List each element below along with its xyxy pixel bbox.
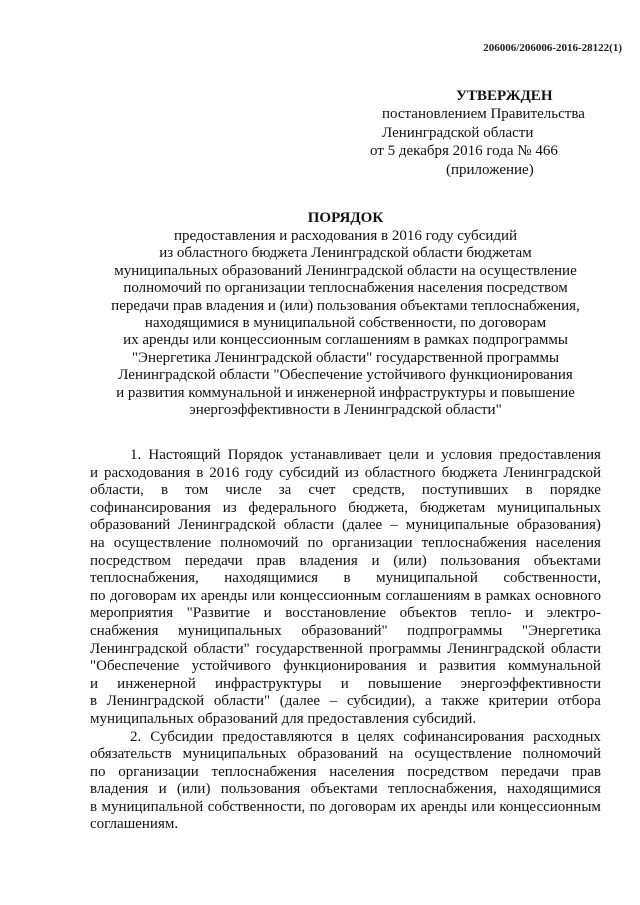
word: области" [213,693,271,710]
word: "Развитие [186,605,251,622]
word: Настоящий [148,447,221,463]
word: находящимися [224,570,319,587]
word: на [388,746,404,763]
word: (или) [176,781,211,798]
word: 1. [130,447,142,463]
word: в [160,482,169,499]
subtitle-line: "Энергетика Ленинградской области" государственной программы [131,349,560,366]
word: муниципальной [376,570,478,587]
subtitle-line: предоставления и расходования в 2016 году субсидий [173,228,518,244]
word: посредством [90,552,172,569]
word: находящимися [507,781,601,798]
word: и [90,675,99,692]
word: субсидии), [346,693,416,710]
word: и [371,552,380,569]
word: или [471,798,495,815]
word: теплоснабжения [421,534,527,551]
word: отбора [557,693,601,710]
word: подпрограммы [407,622,503,639]
word: и [158,781,167,798]
word: и [425,447,434,463]
paragraph-line [90,517,601,535]
word: устанавливает [290,447,382,463]
word: электро- [546,605,601,622]
word: функционирования [283,658,407,675]
word: в [474,587,482,604]
paragraph-line [90,605,601,623]
word: образований" [301,622,388,639]
word: из [344,464,359,481]
word: коммунальной [508,658,601,675]
word: прав [571,763,601,780]
word: предоставляются [222,728,333,745]
word: области, [90,482,144,499]
paragraph-line [90,482,601,500]
word: 2016 [209,464,240,481]
paragraph-line [90,553,601,571]
word: и [418,658,427,675]
document-title: ПОРЯДОК [307,210,384,226]
word: развития [439,658,496,675]
word: снабжения [90,622,159,639]
word: муниципальных [497,499,601,516]
paragraph-line [90,641,601,659]
word: критерии [488,693,549,710]
word: объектами [310,781,378,798]
paragraph-line [90,781,601,799]
word: муниципальных [182,746,287,763]
subtitle-line: находящимися в муниципальной собственности, по договорам [144,314,547,331]
word: владения [90,781,149,798]
paragraph-line [90,500,601,518]
paragraph-line [90,693,601,711]
word: организации [332,534,413,551]
word: условия [441,447,493,463]
word: средств, [352,482,405,499]
word: – [329,693,338,710]
word: бюджета, [348,499,408,516]
paragraph-line [90,535,601,553]
word: из [222,499,237,516]
subtitle-line: из областного бюджета Ленинградской области бюджетам [159,245,532,262]
word: их [180,587,197,604]
approval-line: (приложение) [446,162,534,178]
word: населения [329,763,395,780]
word: основного [535,587,601,604]
word: аренды [200,587,248,604]
word: (далее [341,517,383,534]
word: бюджетам [419,499,486,516]
word: по [90,763,106,780]
word: рамках [485,587,531,604]
word: инженерной [117,675,196,692]
paragraph-line [90,764,601,782]
approval-line: от 5 декабря 2016 года № 466 [370,143,558,159]
word: пользования [220,781,301,798]
word: областного [364,464,436,481]
paragraph-line: муниципальных образований для предоставления субсидий. [90,710,477,727]
word: или [251,587,276,604]
paragraph-line [90,676,601,694]
word: 2. [130,728,142,745]
word: и [340,675,349,692]
word: субсидий [279,464,339,481]
word: населения [535,534,601,551]
word: – [390,517,398,534]
approval-title: УТВЕРЖДЕН [456,88,553,104]
word: Ленинградской [106,693,205,710]
word: и [525,605,534,622]
word: в [196,464,204,481]
word: аренды [420,798,467,815]
word: Порядок [227,447,283,463]
word: теплоснабжения, [90,570,199,587]
word: Ленинградской [447,640,545,657]
word: поступивших [421,482,509,499]
word: собственности, [503,570,601,587]
word: году [245,464,274,481]
word: федерального [248,499,337,516]
word: Ленинградской [503,464,601,481]
word: также [441,693,479,710]
word: и [90,464,99,481]
word: а [425,693,432,710]
word: государственной [255,640,363,657]
word: по [309,798,326,815]
subtitle-line: энергоэффективности в Ленинградской области" [189,401,502,418]
approval-line: Ленинградской области [382,125,534,141]
word: теплоснабжения, [388,781,497,798]
word: осуществление [113,534,212,551]
word: Ленинградской [178,517,276,534]
paragraph-line [90,447,601,465]
document-subtitle [90,228,601,419]
word: пользования [440,552,520,569]
word: в [341,728,349,745]
paragraph-line [90,799,601,817]
paragraph-2 [90,729,601,835]
word: и [263,605,272,622]
word: собственности, [207,798,306,815]
word: цели [388,447,419,463]
word: восстановление [285,605,387,622]
word: объектов [399,605,457,622]
word: за [278,482,292,499]
word: муниципальных [177,622,282,639]
word: посредством [407,763,489,780]
word: обязательств [90,746,172,763]
word: расходных [533,728,601,745]
word: предоставления [499,447,601,463]
word: инфраструктуры [214,675,322,692]
word: устойчивого [191,658,271,675]
word: на [90,534,105,551]
word: владения [299,552,358,569]
word: Ленинградской [90,640,188,657]
word: договорам [109,587,177,604]
word: области" [193,640,250,657]
word: в [90,693,98,710]
word: по [90,587,106,604]
word: по [307,534,323,551]
subtitle-line: Ленинградской области "Обеспечение устойчивого функционирования [118,367,573,384]
word: соглашениям [385,587,470,604]
paragraph-line [90,588,601,606]
word: прав [256,552,286,569]
word: порядке [549,482,601,499]
paragraph-line [90,729,601,747]
word: бюджета [441,464,498,481]
word: передачи [501,763,559,780]
word: образований [90,517,171,534]
word: расходования [103,464,191,481]
paragraph-1 [90,447,601,729]
paragraph-line [90,658,601,676]
word: области [283,517,334,534]
word: в [343,570,351,587]
word: (далее [279,693,321,710]
paragraph-line [90,570,601,588]
paragraph-line [90,746,601,764]
subtitle-line: их аренды или концессионным соглашениям в рамках подпрограммы [123,332,568,349]
paragraph-line [90,623,601,641]
word: полномочий [522,746,601,763]
word: организации [118,763,199,780]
word: энергоэффективности [460,675,601,692]
document-body [90,447,601,834]
subtitle-line: передачи прав владения и (или) пользования объектами теплоснабжения, [111,297,580,314]
word: том [185,482,209,499]
subtitle-line: полномочий по организации теплоснабжения населения посредством [123,280,568,297]
word: повышение [367,675,442,692]
subtitle-line: муниципальных образований Ленинградской области на осуществление [114,262,577,279]
word: целях [357,728,395,745]
document-registration-number: 206006/206006-2016-28122(1) [483,42,622,54]
word: счет [308,482,336,499]
subtitle-line: и развития коммунальной и инженерной инфраструктуры и повышение [116,384,575,401]
paragraph-line: соглашениям. [90,816,179,833]
word: тепло- [470,605,512,622]
word: софинансирования [403,728,525,745]
word: "Энергетика [521,622,601,639]
word: концессионным [279,587,382,604]
word: (или) [393,552,427,569]
word: муниципальные [405,517,509,534]
word: "Обеспечение [90,658,180,675]
approval-line: постановлением Правительства [382,106,585,122]
word: в [90,798,98,815]
paragraph-line [90,465,601,483]
word: мероприятия [90,605,174,622]
word: концессионным [499,798,601,815]
word: договорам [329,798,397,815]
word: передачи [184,552,243,569]
word: Субсидии [150,728,214,745]
word: софинансирования [90,499,211,516]
word: теплоснабжения [211,763,317,780]
word: объектами [533,552,601,569]
word: муниципальной [101,798,204,815]
word: области [550,640,601,657]
word: осуществление [414,746,512,763]
word: их [400,798,417,815]
word: полномочий [220,534,299,551]
word: образования) [516,517,601,534]
word: образований [297,746,378,763]
word: программы [368,640,442,657]
word: в [525,482,533,499]
word: числе [225,482,262,499]
